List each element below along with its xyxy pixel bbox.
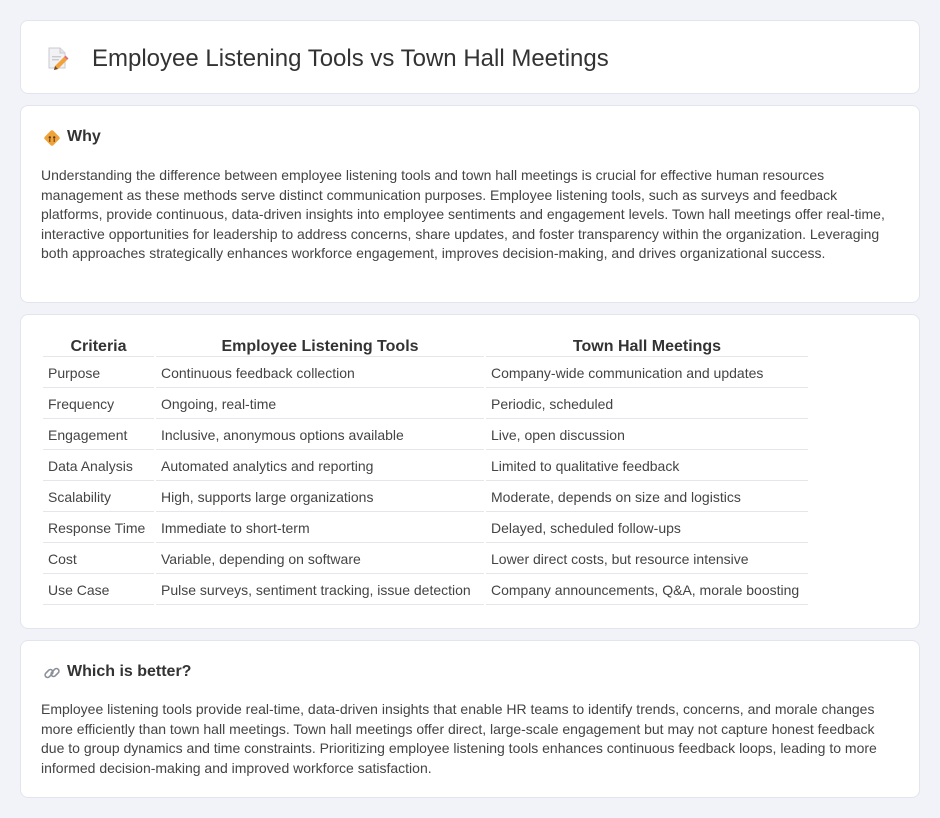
table-row	[43, 545, 808, 574]
which-is-better-body: Employee listening tools provide real-time, data-driven insights that enable HR teams to identify trends, concerns, and morale changes more efficiently than town hall meetings. Town hall meetings offer direct, large-scale engagement but may not capture honest feedback due to group dynamics and time constraints. Prioritizing employee listening tools enhances continuous feedback loops, leading to more informed decision-making and improved workforce satisfaction.	[41, 701, 877, 776]
row-criteria: Data Analysis	[43, 452, 154, 481]
header-town-hall-meetings: Town Hall Meetings	[486, 337, 808, 357]
row-criteria: Engagement	[43, 421, 154, 450]
row-tools-value: Automated analytics and reporting	[156, 452, 484, 481]
row-tools-value: Variable, depending on software	[156, 545, 484, 574]
row-criteria: Scalability	[43, 483, 154, 512]
link-icon	[43, 664, 61, 682]
row-tools-value: Continuous feedback collection	[156, 359, 484, 388]
header-criteria: Criteria	[43, 337, 154, 357]
row-criteria: Purpose	[43, 359, 154, 388]
row-townhall-value: Company announcements, Q&A, morale boosting	[486, 576, 808, 605]
table-row	[43, 483, 808, 512]
table-row	[43, 390, 808, 419]
comparison-table-card	[20, 314, 920, 629]
why-section	[20, 105, 920, 303]
header-card	[20, 20, 920, 94]
row-criteria: Use Case	[43, 576, 154, 605]
row-criteria: Cost	[43, 545, 154, 574]
row-tools-value: Inclusive, anonymous options available	[156, 421, 484, 450]
row-tools-value: High, supports large organizations	[156, 483, 484, 512]
table-row	[43, 514, 808, 543]
row-townhall-value: Lower direct costs, but resource intensive	[486, 545, 808, 574]
row-tools-value: Immediate to short-term	[156, 514, 484, 543]
table-row	[43, 421, 808, 450]
row-townhall-value: Periodic, scheduled	[486, 390, 808, 419]
table-row	[43, 452, 808, 481]
header-employee-listening-tools: Employee Listening Tools	[156, 337, 484, 357]
row-townhall-value: Limited to qualitative feedback	[486, 452, 808, 481]
diamond-sign-icon	[43, 129, 61, 147]
which-is-better-section	[20, 640, 920, 798]
table-row	[43, 359, 808, 388]
why-body: Understanding the difference between employee listening tools and town hall meetings is crucial for effective human resources management as these methods serve distinct communication purposes. Employee listening tools, such as surveys and feedback platforms, provide continuous, data-driven insights into employee sentiments and engagement levels. Town hall meetings offer real-time, interactive opportunities for leadership to address concerns, share updates, and foster transparency within the organization. Leveraging both approaches strategically enhances workforce engagement, improves decision-making, and drives organizational success.	[41, 167, 885, 262]
row-townhall-value: Live, open discussion	[486, 421, 808, 450]
document-pencil-icon	[47, 46, 69, 70]
row-criteria: Response Time	[43, 514, 154, 543]
row-criteria: Frequency	[43, 390, 154, 419]
row-tools-value: Ongoing, real-time	[156, 390, 484, 419]
which-is-better-title: Which is better?	[67, 663, 192, 680]
row-townhall-value: Delayed, scheduled follow-ups	[486, 514, 808, 543]
table-header-row	[43, 337, 808, 357]
row-townhall-value: Moderate, depends on size and logistics	[486, 483, 808, 512]
table-row	[43, 576, 808, 605]
why-title: Why	[67, 128, 101, 145]
page-title: Employee Listening Tools vs Town Hall Meetings	[92, 45, 609, 72]
row-townhall-value: Company-wide communication and updates	[486, 359, 808, 388]
comparison-table	[41, 335, 810, 607]
row-tools-value: Pulse surveys, sentiment tracking, issue detection	[156, 576, 484, 605]
